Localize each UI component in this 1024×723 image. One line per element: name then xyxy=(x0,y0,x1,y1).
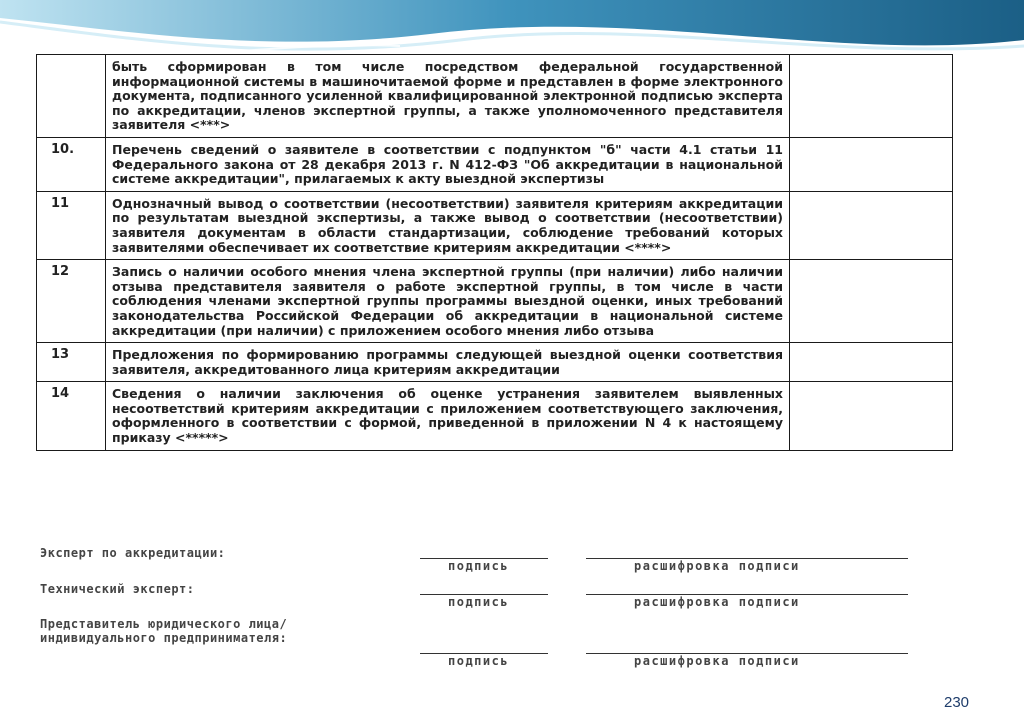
row-number xyxy=(37,55,106,138)
row-value-cell xyxy=(790,260,953,343)
row-number: 14 xyxy=(37,382,106,450)
table-row xyxy=(37,382,953,450)
tech-expert-label: Технический эксперт: xyxy=(40,582,195,596)
row-value-cell xyxy=(790,55,953,138)
table-row xyxy=(37,260,953,343)
table-row xyxy=(37,191,953,259)
row-text: Запись о наличии особого мнения члена экспертной группы (при наличии) либо наличии отзыва представителя заявителя о работе экспертной группы, в том числе в части соблюдения членами экспертной группы программы выездной оценки, иных требований законодательства Российской Федерации об аккредитации в национальной системе аккредитации (при наличии) с приложением особого мнения либо отзыва xyxy=(106,260,790,343)
expert-sign-caption: подпись xyxy=(448,559,510,573)
row-text: Однозначный вывод о соответствии (несоответствии) заявителя критериям аккредитации по результатам выездной экспертизы, а также вывод о соответствии (несоответствии) заявителя документам в области стандартизации, соблюдение требований которых заявителями обеспечивает их соответствие критериям аккредитации <****> xyxy=(106,191,790,259)
row-number: 13 xyxy=(37,343,106,382)
row-value-cell xyxy=(790,343,953,382)
table-row xyxy=(37,55,953,138)
rep-sign-caption: подпись xyxy=(448,654,510,668)
row-text: быть сформирован в том числе посредством федеральной государственной информационной системы в машиночитаемой форме и представлен в форме электронного документа, подписанного усиленной квалифицированной электронной подписью эксперта по аккредитации, членов экспертной группы, а также уполномоченного представителя заявителя <***> xyxy=(106,55,790,138)
row-value-cell xyxy=(790,137,953,191)
row-text: Предложения по формированию программы следующей выездной оценки соответствия заявителя, аккредитованного лица критериям аккредитации xyxy=(106,343,790,382)
table-row xyxy=(37,137,953,191)
row-text: Сведения о наличии заключения об оценке устранения заявителем выявленных несоответствий критериям аккредитации с приложением соответствующего заключения, оформленного в соответствии с формой, приведенной в приложении N 4 к настоящему приказу <*****> xyxy=(106,382,790,450)
row-value-cell xyxy=(790,191,953,259)
rep-decode-caption: расшифровка подписи xyxy=(634,654,800,668)
row-number: 11 xyxy=(37,191,106,259)
row-text: Перечень сведений о заявителе в соответствии с подпунктом "б" части 4.1 статьи 11 Федерального закона от 28 декабря 2013 г. N 412-ФЗ "Об аккредитации в национальной системе аккредитации", прилагаемых к акту выездной экспертизы xyxy=(106,137,790,191)
expert-decode-caption: расшифровка подписи xyxy=(634,559,800,573)
table-row xyxy=(37,343,953,382)
page-number: 230 xyxy=(944,694,970,711)
tech-sign-caption: подпись xyxy=(448,595,510,609)
criteria-table xyxy=(36,54,953,451)
tech-decode-caption: расшифровка подписи xyxy=(634,595,800,609)
representative-label: Представитель юридического лица/индивидуального предпринимателя: xyxy=(40,617,288,645)
expert-label: Эксперт по аккредитации: xyxy=(40,546,226,560)
row-number: 10. xyxy=(37,137,106,191)
row-number: 12 xyxy=(37,260,106,343)
row-value-cell xyxy=(790,382,953,450)
